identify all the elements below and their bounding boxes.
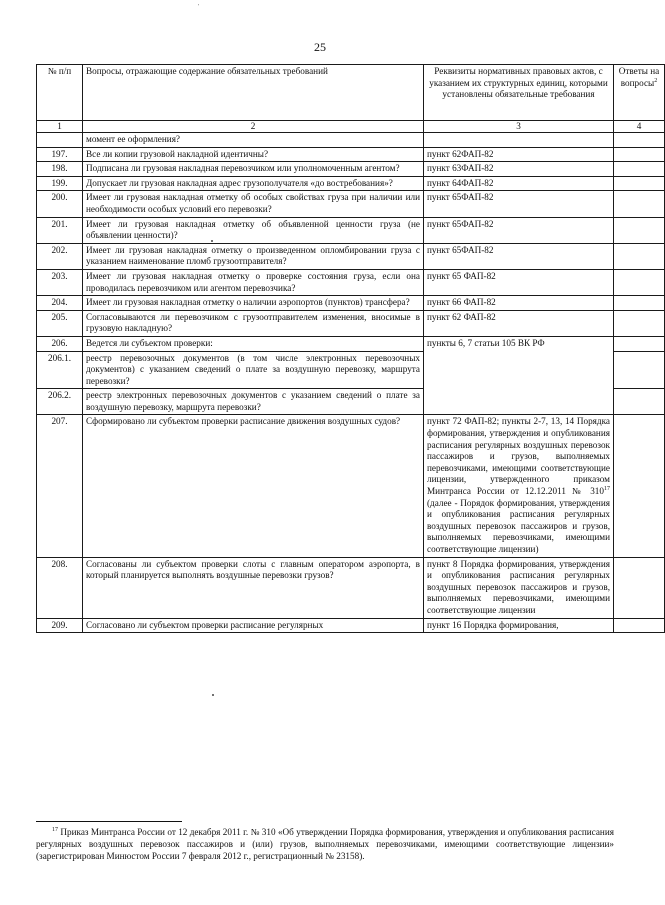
row-reference: пункт 62 ФАП-82: [424, 310, 614, 336]
row-answer: [614, 415, 665, 557]
row-question: Имеет ли грузовая накладная отметку о проверке состояния груза, если она проводилась перевозчиком или агентом перевозчика?: [83, 269, 424, 295]
header-answer-footnote: 2: [654, 77, 658, 84]
row-answer: [614, 162, 665, 177]
row-number: 207.: [37, 415, 83, 557]
row-answer: [614, 133, 665, 148]
row-reference: [424, 415, 614, 557]
column-number-row: [37, 121, 665, 133]
row-number: 206.1.: [37, 351, 83, 389]
table-row: [37, 176, 665, 191]
row-number: 199.: [37, 176, 83, 191]
row-reference: пункт 65ФАП-82: [424, 191, 614, 217]
footnote: [36, 826, 614, 862]
row-reference: пункт 62ФАП-82: [424, 147, 614, 162]
table-row: [37, 217, 665, 243]
row-number: 200.: [37, 191, 83, 217]
row-answer: [614, 351, 665, 389]
row-question: Имеет ли грузовая накладная отметку о произведенном опломбировании груза с указанием наименование пломб грузоотправителя?: [83, 243, 424, 269]
row-answer: [614, 147, 665, 162]
row-number: 209.: [37, 618, 83, 633]
row-question: Все ли копии грузовой накладной идентичны?: [83, 147, 424, 162]
table-row: [37, 147, 665, 162]
footnote-divider: [36, 821, 182, 822]
row-answer: [614, 389, 665, 415]
table-row: [37, 243, 665, 269]
row-reference: пункт 65ФАП-82: [424, 243, 614, 269]
requirements-table: [36, 64, 665, 633]
table-row: [37, 336, 665, 351]
row-question: Согласовано ли субъектом проверки расписание регулярных: [83, 618, 424, 633]
row-question: Имеет ли грузовая накладная отметку об объявленной ценности груза (не объявлении ценности)?: [83, 217, 424, 243]
row-number: 203.: [37, 269, 83, 295]
table-row: [37, 162, 665, 177]
row-answer: [614, 191, 665, 217]
row-reference: пункт 8 Порядка формирования, утверждения и опубликования расписания регулярных воздушных перевозок пассажиров и грузов, выполняемых перевозчиками, имеющими соответствующие лицензии: [424, 557, 614, 618]
row-answer: [614, 557, 665, 618]
table-row: [37, 133, 665, 148]
row-question: реестр перевозочных документов (в том числе электронных перевозочных документов) с указанием сведений о плате за воздушную перевозку, маршрута перевозки?: [83, 351, 424, 389]
table-row: [37, 269, 665, 295]
row-answer: [614, 269, 665, 295]
header-answer: [614, 65, 665, 121]
row-question: Сформировано ли субъектом проверки расписание движения воздушных судов?: [83, 415, 424, 557]
column-number: 1: [37, 121, 83, 133]
row-number: [37, 133, 83, 148]
column-number: 4: [614, 121, 665, 133]
row-reference: пункт 16 Порядка формирования,: [424, 618, 614, 633]
footnote-text: Приказ Минтранса России от 12 декабря 2011 г. № 310 «Об утверждении Порядка формирования, утверждения и опубликования расписания регулярных воздушных перевозок пассажиров и (или) грузов, выполняемых перевозчиками, имеющими соответствующие лицензии» (зарегистрирован Минюстом России 7 февраля 2012 г., регистрационный № 23158).: [36, 827, 614, 861]
row-question: Имеет ли грузовая накладная отметку об особых свойствах груза при наличии или необходимости особых условий его перевозки?: [83, 191, 424, 217]
row-reference: пункт 63ФАП-82: [424, 162, 614, 177]
row-answer: [614, 217, 665, 243]
header-answer-text: Ответы на вопросы: [618, 66, 660, 88]
row-number: 205.: [37, 310, 83, 336]
page-number: 25: [314, 40, 326, 54]
table-row: [37, 191, 665, 217]
row-number: 206.2.: [37, 389, 83, 415]
row-reference: пункт 65 ФАП-82: [424, 269, 614, 295]
row-number: 204.: [37, 296, 83, 311]
row-reference: пункт 66 ФАП-82: [424, 296, 614, 311]
row-question: реестр электронных перевозочных документов с указанием сведений о плате за воздушную перевозку, маршрута перевозки?: [83, 389, 424, 415]
row-answer: [614, 176, 665, 191]
row-reference: [424, 133, 614, 148]
row-number: 201.: [37, 217, 83, 243]
scan-artifact: [212, 694, 214, 696]
row-question: Имеет ли грузовая накладная отметку о наличии аэропортов (пунктов) трансфера?: [83, 296, 424, 311]
row-question: Согласованы ли субъектом проверки слоты с главным оператором аэропорта, в который планируется выполнять воздушные перевозки грузов?: [83, 557, 424, 618]
table-row: [37, 296, 665, 311]
column-number: 3: [424, 121, 614, 133]
row-reference: пункт 65ФАП-82: [424, 217, 614, 243]
reference-text: пункт 72 ФАП-82; пункты 2-7, 13, 14 Порядка формирования, утверждения и опубликования расписания регулярных воздушных перевозок пассажиров и грузов, выполняемых перевозчиками, имеющими соответствующие лицензии, утвержденного приказом Минтранса России от 12.12.2011 № 310: [427, 416, 610, 497]
row-answer: [614, 296, 665, 311]
table-row: [37, 618, 665, 633]
table-row: [37, 310, 665, 336]
row-reference: пункт 64ФАП-82: [424, 176, 614, 191]
row-answer: [614, 336, 665, 351]
header-question: Вопросы, отражающие содержание обязательных требований: [83, 65, 424, 121]
row-question: момент ее оформления?: [83, 133, 424, 148]
table-header-row: [37, 65, 665, 121]
row-question: Ведется ли субъектом проверки:: [83, 336, 424, 351]
footnote-marker: 17: [604, 485, 610, 492]
row-number: 197.: [37, 147, 83, 162]
row-number: 208.: [37, 557, 83, 618]
row-question: Согласовываются ли перевозчиком с грузоотправителем изменения, вносимые в грузовую накладную?: [83, 310, 424, 336]
row-number: 206.: [37, 336, 83, 351]
row-answer: [614, 618, 665, 633]
footnote-marker: 17: [52, 826, 58, 833]
table-row: [37, 557, 665, 618]
header-num: № п/п: [37, 65, 83, 121]
header-reference: Реквизиты нормативных правовых актов, с указанием их структурных единиц, которыми установлены обязательные требования: [424, 65, 614, 121]
row-question: Подписана ли грузовая накладная перевозчиком или уполномоченным агентом?: [83, 162, 424, 177]
column-number: 2: [83, 121, 424, 133]
row-answer: [614, 310, 665, 336]
reference-text-continued: (далее - Порядок формирования, утверждения и опубликования расписания регулярных воздушных перевозок пассажиров и грузов, выполняемых перевозчиками, имеющими соответствующие лицензии): [427, 497, 610, 554]
row-number: 202.: [37, 243, 83, 269]
scan-mark: ': [198, 4, 200, 10]
row-number: 198.: [37, 162, 83, 177]
row-answer: [614, 243, 665, 269]
table-row: [37, 415, 665, 557]
row-reference: пункты 6, 7 статьи 105 ВК РФ: [424, 336, 614, 415]
row-question: Допускает ли грузовая накладная адрес грузополучателя «до востребования»?: [83, 176, 424, 191]
